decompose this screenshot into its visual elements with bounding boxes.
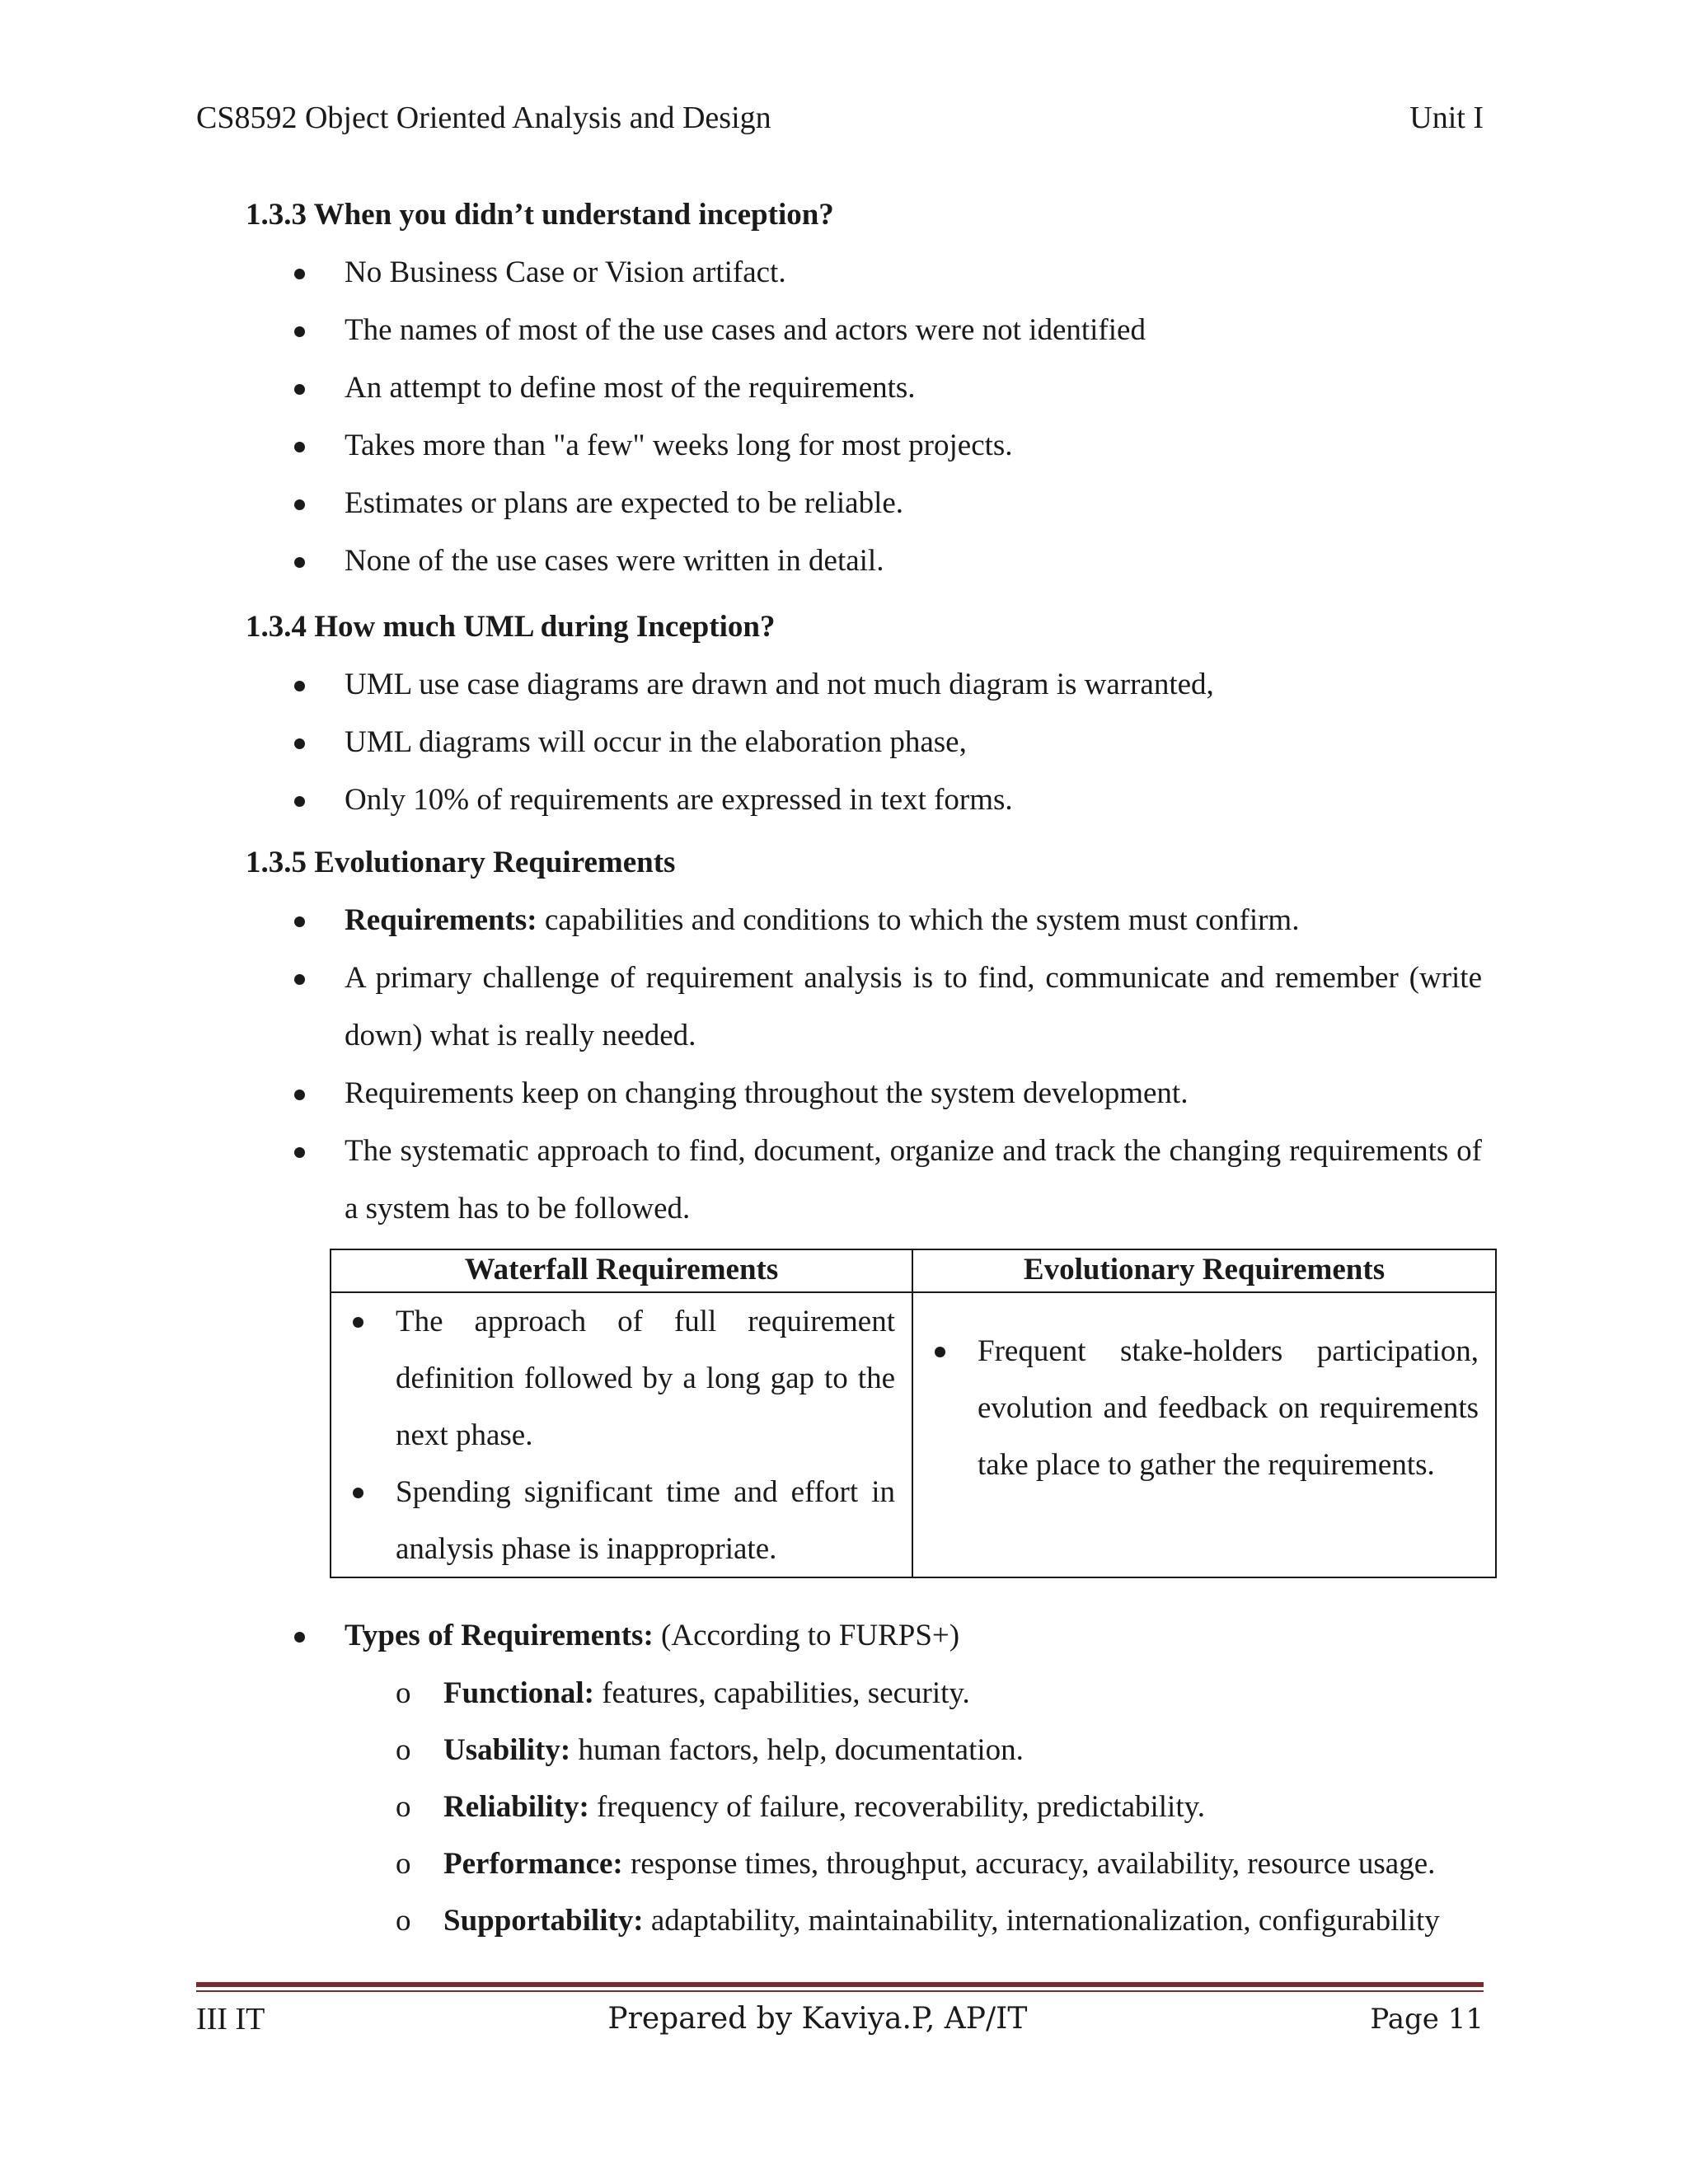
- list-item: Requirements keep on changing throughout the system development.: [0, 1065, 1688, 1122]
- bullet-icon: [294, 1147, 305, 1158]
- footer-divider: [196, 1982, 1484, 1987]
- evolutionary-cell: [913, 1293, 1495, 1578]
- bullet-icon: [353, 1317, 363, 1328]
- footer-class: III IT: [196, 2002, 265, 2036]
- list-item: Types of Requirements: (According to FURPS+): [0, 1607, 1688, 1665]
- waterfall-cell: [331, 1293, 913, 1578]
- circle-bullet-icon: o: [396, 1847, 411, 1881]
- inception-misunderstanding-list: [0, 244, 1688, 590]
- footer-author: Prepared by Kaviya.P, AP/IT: [607, 2002, 1028, 2036]
- evolutionary-header: Evolutionary Requirements: [1023, 1253, 1386, 1286]
- bullet-icon: [294, 1090, 305, 1100]
- list-item: A primary challenge of requirement analysis is to find, communicate and remember (write down) what is really needed.: [0, 949, 1688, 1065]
- table-header-row: [331, 1250, 1495, 1293]
- list-item: o Supportability: adaptability, maintainability, internationalization, configurability: [0, 1892, 1688, 1949]
- bullet-icon: [294, 499, 305, 510]
- bullet-icon: [294, 442, 305, 452]
- list-item: No Business Case or Vision artifact.: [0, 244, 1688, 302]
- list-item: Spending significant time and effort in analysis phase is inappropriate.: [331, 1464, 912, 1577]
- page-footer: [196, 1999, 1484, 2040]
- bullet-icon: [294, 738, 305, 749]
- page-number: Page 11: [1370, 2003, 1484, 2036]
- list-item: The systematic approach to find, document, organize and track the changing requirements of a system has to be followed.: [0, 1122, 1688, 1238]
- requirement-types: [0, 1607, 1688, 1949]
- circle-bullet-icon: o: [396, 1676, 411, 1710]
- list-item: An attempt to define most of the requirements.: [0, 359, 1688, 417]
- list-item: o Usability: human factors, help, documentation.: [0, 1722, 1688, 1779]
- requirements-comparison-table: [330, 1249, 1497, 1578]
- furps-list: [0, 1665, 1688, 1949]
- bullet-icon: [294, 974, 305, 985]
- course-title: CS8592 Object Oriented Analysis and Design: [196, 101, 771, 135]
- list-item: Frequent stake-holders participation, evolution and feedback on requirements take place to gather the requirements.: [913, 1323, 1495, 1493]
- list-item: The names of most of the use cases and actors were not identified: [0, 302, 1688, 359]
- section-heading-1-3-4: 1.3.4 How much UML during Inception?: [246, 610, 776, 644]
- bullet-icon: [294, 384, 305, 395]
- bullet-icon: [294, 916, 305, 927]
- section-heading-1-3-5: 1.3.5 Evolutionary Requirements: [246, 846, 676, 879]
- bullet-icon: [294, 269, 305, 279]
- uml-inception-list: [0, 656, 1688, 829]
- circle-bullet-icon: o: [396, 1733, 411, 1767]
- waterfall-header: Waterfall Requirements: [331, 1250, 913, 1291]
- list-item: Only 10% of requirements are expressed in text forms.: [0, 771, 1688, 829]
- section-heading-1-3-3: 1.3.3 When you didn’t understand inception?: [246, 198, 834, 232]
- unit-label: Unit I: [1409, 101, 1484, 135]
- list-item: UML use case diagrams are drawn and not much diagram is warranted,: [0, 656, 1688, 714]
- list-item: None of the use cases were written in detail.: [0, 532, 1688, 590]
- bullet-icon: [294, 796, 305, 807]
- list-item: Takes more than "a few" weeks long for most projects.: [0, 417, 1688, 475]
- bullet-icon: [353, 1488, 363, 1498]
- bullet-icon: [294, 681, 305, 691]
- list-item: o Reliability: frequency of failure, recoverability, predictability.: [0, 1779, 1688, 1835]
- page-header: [196, 97, 1484, 138]
- bullet-icon: [294, 557, 305, 568]
- list-item: The approach of full requirement definition followed by a long gap to the next phase.: [331, 1293, 912, 1464]
- list-item: UML diagrams will occur in the elaboration phase,: [0, 714, 1688, 771]
- bullet-icon: [935, 1347, 945, 1357]
- types-term: Types of Requirements:: [345, 1619, 654, 1652]
- bullet-icon: [294, 326, 305, 337]
- footer-divider-thin: [196, 1990, 1484, 1992]
- list-item: Estimates or plans are expected to be reliable.: [0, 475, 1688, 532]
- list-item: o Functional: features, capabilities, security.: [0, 1665, 1688, 1722]
- bullet-icon: [294, 1632, 305, 1643]
- circle-bullet-icon: o: [396, 1904, 411, 1938]
- circle-bullet-icon: o: [396, 1790, 411, 1824]
- list-item: Requirements: capabilities and conditions to which the system must confirm.: [0, 892, 1688, 949]
- requirements-term: Requirements:: [345, 903, 537, 937]
- evolutionary-requirements-list: [0, 892, 1688, 1238]
- table-body-row: [331, 1293, 1495, 1578]
- list-item: o Performance: response times, throughput, accuracy, availability, resource usage.: [0, 1835, 1688, 1892]
